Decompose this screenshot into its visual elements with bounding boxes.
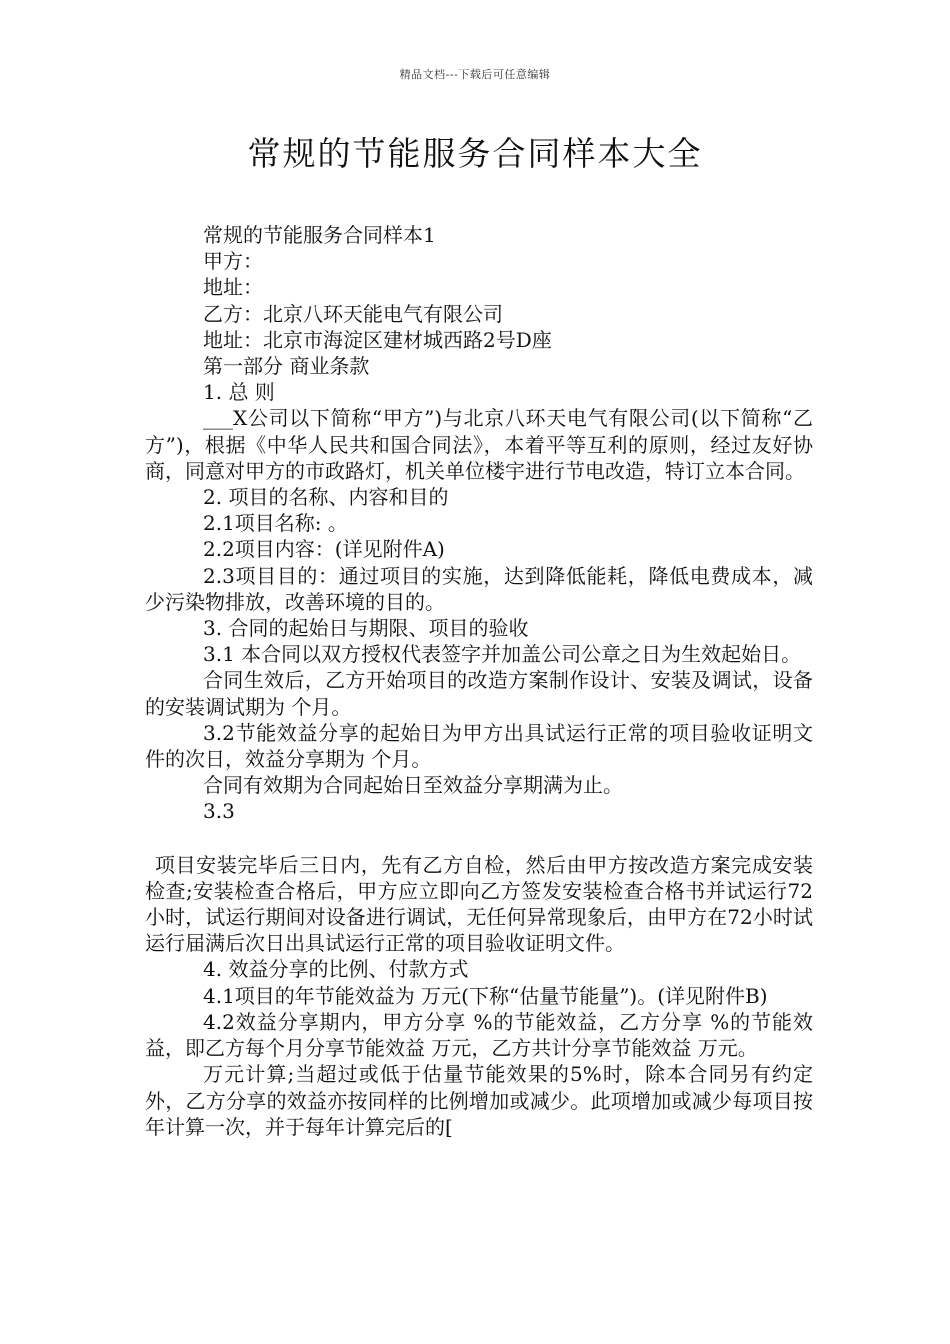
clause-heading: 2. 项目的名称、内容和目的: [203, 485, 449, 510]
paragraph: 4.1项目的年节能效益为 万元(下称“估量节能量”)。(详见附件B): [203, 983, 768, 1008]
paragraph: 2.1项目名称: 。: [203, 511, 348, 536]
blank-gap: [145, 825, 813, 852]
clause-number: 3.3: [203, 799, 235, 824]
party-b-line: 乙方：北京八环天能电气有限公司: [203, 301, 503, 326]
paragraph: 3.1 本合同以双方授权代表签字并加盖公司公章之日为生效起始日。: [203, 642, 802, 667]
document-body: [145, 222, 813, 1140]
paragraph: 万元计算;当超过或低于估量节能效果的5%时，除本合同另有约定外，乙方分享的效益亦按同样的比例增加或减少。此项增加或减少每项目按年计算一次，并于每年计算完后的[: [145, 1062, 813, 1139]
clause-heading: 3. 合同的起始日与期限、项目的验收: [203, 616, 529, 641]
party-a-line: 甲方：: [203, 249, 263, 274]
paragraph: 2.3项目目的：通过项目的实施，达到降低能耗，降低电费成本，减少污染物排放，改善环境的目的。: [145, 563, 813, 614]
clause-heading: 1. 总 则: [203, 380, 275, 405]
document-title: 常规的节能服务合同样本大全: [247, 134, 703, 173]
paragraph: ___X公司以下简称“甲方”)与北京八环天电气有限公司(以下简称“乙方”)，根据《中华人民共和国合同法》，本着平等互利的原则，经过友好协商，同意对甲方的市政路灯，机关单位楼宇进行节电改造，特订立本合同。: [145, 406, 813, 483]
party-a-address-line: 地址：: [203, 275, 263, 300]
part-heading: 第一部分 商业条款: [203, 354, 370, 379]
paragraph: 合同有效期为合同起始日至效益分享期满为止。: [203, 773, 623, 798]
paragraph: 4.2效益分享期内，甲方分享 %的节能效益，乙方分享 %的节能效益，即乙方每个月分享节能效益 万元，乙方共计分享节能效益 万元。: [145, 1009, 813, 1061]
page-header-note: 精品文档---下载后可任意编辑: [399, 68, 551, 81]
paragraph: 2.2项目内容：(详见附件A): [203, 537, 445, 562]
party-b-address-line: 地址：北京市海淀区建材城西路2号D座: [203, 327, 552, 352]
paragraph: 项目安装完毕后三日内，先有乙方自检，然后由甲方按改造方案完成安装检查;安装检查合格后，甲方应立即向乙方签发安装检查合格书并试运行72小时，试运行期间对设备进行调试，无任何异常现象后，由甲方在72小时试运行届满后次日出具试运行正常的项目验收证明文件。: [145, 852, 813, 956]
paragraph: 合同生效后，乙方开始项目的改造方案制作设计、安装及调试，设备的安装调试期为 个月。: [145, 668, 813, 719]
clause-heading: 4. 效益分享的比例、付款方式: [203, 957, 469, 982]
paragraph: 3.2节能效益分享的起始日为甲方出具试运行正常的项目验收证明文件的次日，效益分享期为 个月。: [145, 720, 813, 772]
section-heading: 常规的节能服务合同样本1: [203, 223, 436, 247]
